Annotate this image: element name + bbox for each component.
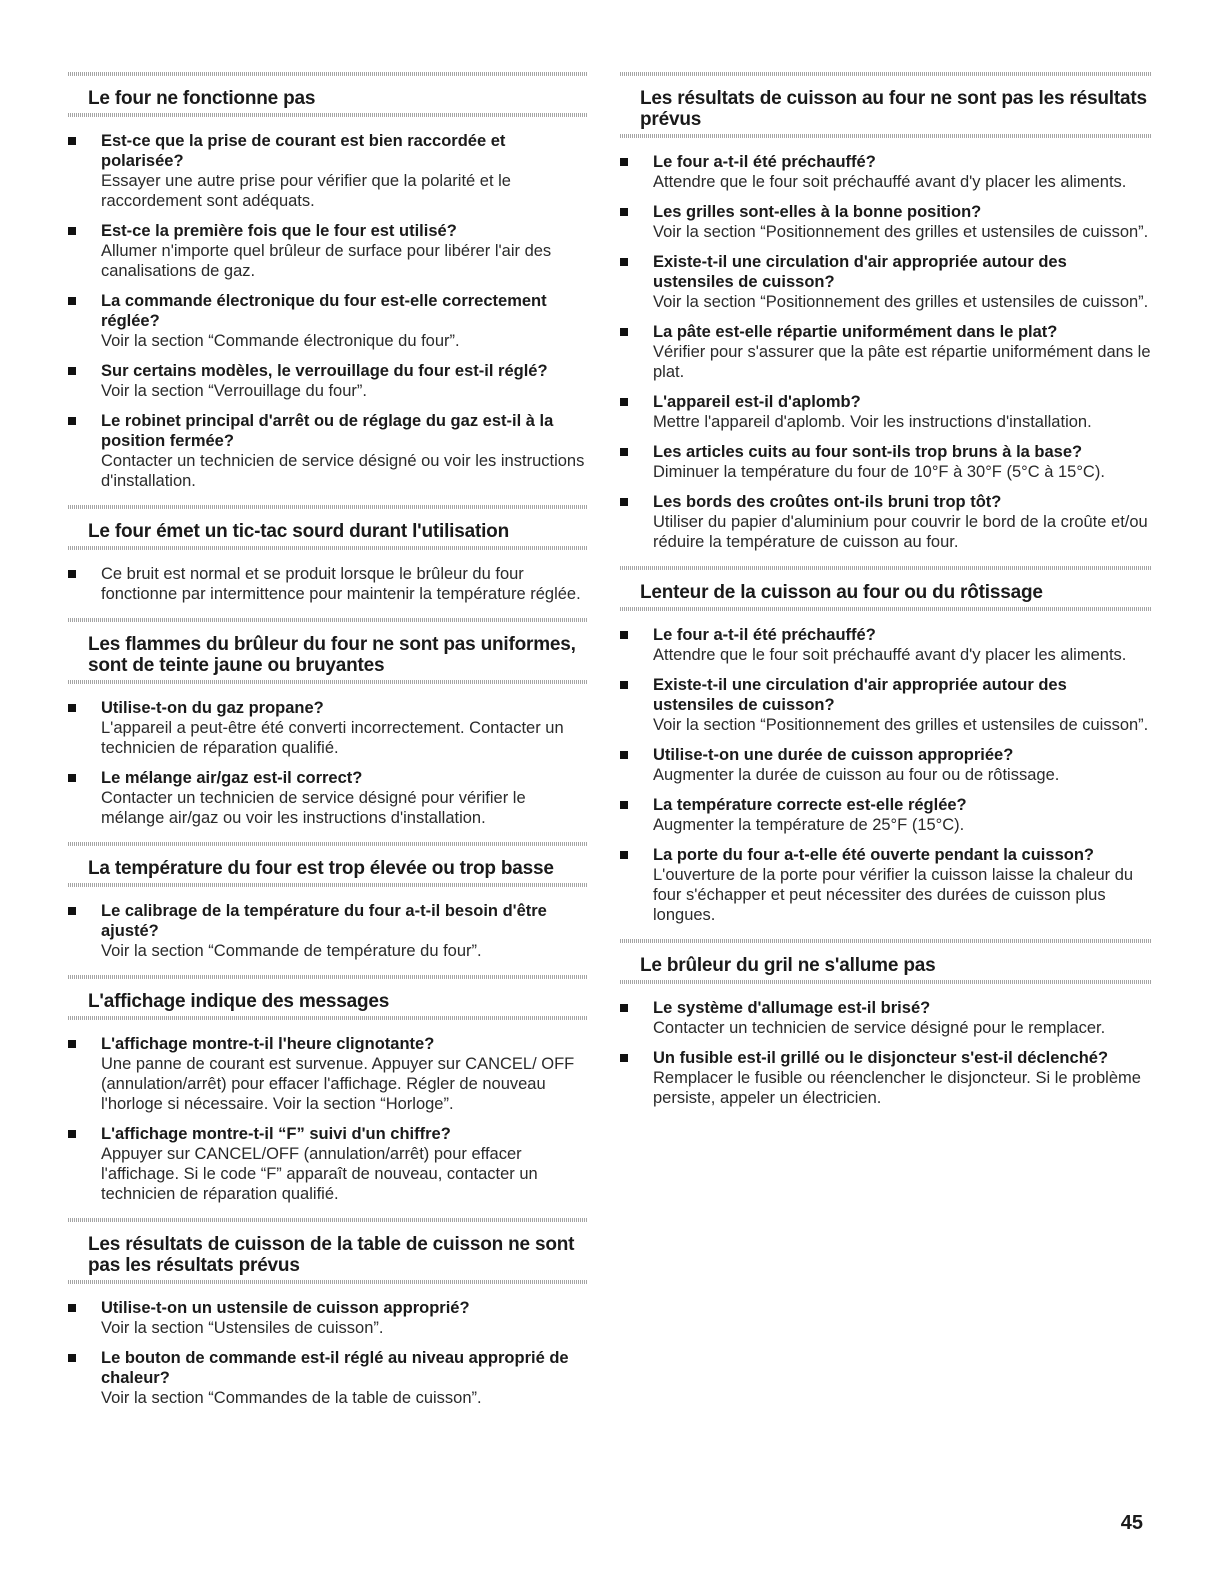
left-column: [68, 72, 588, 1422]
square-bullet-icon: [620, 498, 628, 506]
list-item: [68, 1348, 588, 1408]
square-bullet-icon: [620, 851, 628, 859]
square-bullet-icon: [620, 398, 628, 406]
square-bullet-icon: [68, 704, 76, 712]
question-text: Le robinet principal d'arrêt ou de réglage du gaz est-il à la position fermée?: [101, 412, 554, 450]
answer-text: Voir la section “Commande de température du four”.: [101, 942, 482, 960]
troubleshooting-section: [620, 72, 1152, 552]
question-text: Est-ce que la prise de courant est bien raccordée et polarisée?: [101, 132, 506, 170]
question-list: [68, 1020, 588, 1204]
square-bullet-icon: [68, 367, 76, 375]
square-bullet-icon: [620, 328, 628, 336]
question-text: Est-ce la première fois que le four est utilisé?: [101, 222, 457, 240]
question-text: Le calibrage de la température du four a-t-il besoin d'être ajusté?: [101, 902, 547, 940]
question-text: Sur certains modèles, le verrouillage du four est-il réglé?: [101, 362, 548, 380]
answer-text: Remplacer le fusible ou réenclencher le disjoncteur. Si le problème persiste, appeler un électricien.: [653, 1069, 1141, 1107]
answer-text: Ce bruit est normal et se produit lorsque le brûleur du four fonctionne par intermittence pour maintenir la température réglée.: [101, 565, 581, 603]
list-item: [620, 998, 1152, 1038]
list-item: [620, 492, 1152, 552]
troubleshooting-section: [68, 842, 588, 961]
question-text: La température correcte est-elle réglée?: [653, 796, 967, 814]
answer-text: Voir la section “Positionnement des grilles et ustensiles de cuisson”.: [653, 223, 1149, 241]
section-heading: Les résultats de cuisson de la table de cuisson ne sont pas les résultats prévus: [88, 1234, 575, 1276]
question-text: La porte du four a-t-elle été ouverte pendant la cuisson?: [653, 846, 1094, 864]
answer-text: Augmenter la température de 25°F (15°C).: [653, 816, 965, 834]
section-rule-bottom: [68, 113, 588, 117]
answer-text: Voir la section “Commandes de la table de cuisson”.: [101, 1389, 482, 1407]
section-heading: Les résultats de cuisson au four ne sont pas les résultats prévus: [640, 88, 1147, 130]
section-rule-top: [68, 842, 588, 846]
list-item: [620, 322, 1152, 382]
question-text: Utilise-t-on du gaz propane?: [101, 699, 324, 717]
answer-text: Essayer une autre prise pour vérifier que la polarité et le raccordement sont adéquats.: [101, 172, 511, 210]
answer-text: Mettre l'appareil d'aplomb. Voir les instructions d'installation.: [653, 413, 1092, 431]
question-list: [68, 684, 588, 828]
answer-text: Diminuer la température du four de 10°F à 30°F (5°C à 15°C).: [653, 463, 1105, 481]
square-bullet-icon: [68, 1354, 76, 1362]
section-rule-bottom: [68, 546, 588, 550]
square-bullet-icon: [620, 631, 628, 639]
answer-text: Augmenter la durée de cuisson au four ou de rôtissage.: [653, 766, 1060, 784]
question-text: Les bords des croûtes ont-ils bruni trop tôt?: [653, 493, 1002, 511]
square-bullet-icon: [620, 448, 628, 456]
square-bullet-icon: [68, 417, 76, 425]
square-bullet-icon: [620, 1054, 628, 1062]
question-text: Existe-t-il une circulation d'air appropriée autour des ustensiles de cuisson?: [653, 253, 1067, 291]
list-item: [620, 152, 1152, 192]
question-text: L'affichage montre-t-il l'heure clignotante?: [101, 1035, 435, 1053]
square-bullet-icon: [68, 570, 76, 578]
list-item: [620, 252, 1152, 312]
section-heading: Le four émet un tic-tac sourd durant l'utilisation: [88, 521, 509, 542]
list-item: [68, 131, 588, 211]
troubleshooting-section: [68, 618, 588, 828]
answer-text: L'appareil a peut-être été converti incorrectement. Contacter un technicien de réparation qualifié.: [101, 719, 564, 757]
section-rule-bottom: [620, 134, 1152, 138]
answer-text: Appuyer sur CANCEL/OFF (annulation/arrêt) pour effacer l'affichage. Si le code “F” apparaît de nouveau, contacter un technicien de réparation qualifié.: [101, 1145, 538, 1203]
question-text: Les grilles sont-elles à la bonne position?: [653, 203, 982, 221]
square-bullet-icon: [620, 801, 628, 809]
list-item: [620, 745, 1152, 785]
answer-text: Attendre que le four soit préchauffé avant d'y placer les aliments.: [653, 646, 1127, 664]
question-text: Existe-t-il une circulation d'air appropriée autour des ustensiles de cuisson?: [653, 676, 1067, 714]
list-item: [620, 845, 1152, 925]
question-list: [620, 138, 1152, 552]
question-text: Le bouton de commande est-il réglé au niveau approprié de chaleur?: [101, 1349, 569, 1387]
answer-text: Voir la section “Positionnement des grilles et ustensiles de cuisson”.: [653, 716, 1149, 734]
question-text: La commande électronique du four est-elle correctement réglée?: [101, 292, 547, 330]
question-text: Le mélange air/gaz est-il correct?: [101, 769, 363, 787]
section-rule-top: [68, 618, 588, 622]
question-text: L'appareil est-il d'aplomb?: [653, 393, 861, 411]
answer-text: Voir la section “Ustensiles de cuisson”.: [101, 1319, 384, 1337]
section-rule-top: [68, 975, 588, 979]
answer-text: Voir la section “Commande électronique du four”.: [101, 332, 460, 350]
list-item: [68, 411, 588, 491]
list-item: [620, 392, 1152, 432]
section-rule-top: [68, 72, 588, 76]
troubleshooting-section: [620, 939, 1152, 1108]
question-text: Le four a-t-il été préchauffé?: [653, 626, 876, 644]
question-text: L'affichage montre-t-il “F” suivi d'un chiffre?: [101, 1125, 451, 1143]
list-item: [68, 768, 588, 828]
square-bullet-icon: [68, 137, 76, 145]
list-item: [68, 564, 588, 604]
troubleshooting-section: [620, 566, 1152, 925]
list-item: [68, 1298, 588, 1338]
list-item: [68, 698, 588, 758]
question-list: [68, 117, 588, 491]
square-bullet-icon: [68, 1040, 76, 1048]
section-rule-bottom: [68, 883, 588, 887]
section-rule-top: [620, 72, 1152, 76]
question-list: [620, 611, 1152, 925]
square-bullet-icon: [68, 1304, 76, 1312]
square-bullet-icon: [68, 907, 76, 915]
section-heading: Le four ne fonctionne pas: [88, 88, 316, 109]
list-item: [620, 675, 1152, 735]
list-item: [68, 901, 588, 961]
square-bullet-icon: [620, 258, 628, 266]
question-list: [68, 887, 588, 961]
list-item: [620, 625, 1152, 665]
answer-text: Une panne de courant est survenue. Appuyer sur CANCEL/ OFF (annulation/arrêt) pour effacer l'affichage. Régler de nouveau l'horloge si nécessaire. Voir la section “Horloge”.: [101, 1055, 575, 1113]
answer-text: Utiliser du papier d'aluminium pour couvrir le bord de la croûte et/ou réduire la température de cuisson au four.: [653, 513, 1148, 551]
section-rule-top: [68, 1218, 588, 1222]
section-rule-top: [68, 505, 588, 509]
section-rule-bottom: [620, 607, 1152, 611]
list-item: [68, 361, 588, 401]
square-bullet-icon: [620, 681, 628, 689]
right-column: [620, 72, 1152, 1122]
question-list: [68, 1284, 588, 1408]
question-text: Les articles cuits au four sont-ils trop bruns à la base?: [653, 443, 1083, 461]
square-bullet-icon: [620, 158, 628, 166]
question-list: [68, 550, 588, 604]
section-heading: Les flammes du brûleur du four ne sont pas uniformes, sont de teinte jaune ou bruyantes: [88, 634, 576, 676]
list-item: [68, 1034, 588, 1114]
list-item: [68, 291, 588, 351]
section-rule-bottom: [68, 1016, 588, 1020]
question-text: La pâte est-elle répartie uniformément dans le plat?: [653, 323, 1058, 341]
answer-text: Vérifier pour s'assurer que la pâte est répartie uniformément dans le plat.: [653, 343, 1151, 381]
question-text: Utilise-t-on un ustensile de cuisson approprié?: [101, 1299, 470, 1317]
list-item: [620, 202, 1152, 242]
section-heading: L'affichage indique des messages: [88, 991, 390, 1012]
answer-text: Attendre que le four soit préchauffé avant d'y placer les aliments.: [653, 173, 1127, 191]
answer-text: Contacter un technicien de service désigné ou voir les instructions d'installation.: [101, 452, 585, 490]
list-item: [620, 1048, 1152, 1108]
list-item: [620, 795, 1152, 835]
list-item: [620, 442, 1152, 482]
answer-text: Voir la section “Positionnement des grilles et ustensiles de cuisson”.: [653, 293, 1149, 311]
square-bullet-icon: [620, 751, 628, 759]
troubleshooting-section: [68, 1218, 588, 1408]
square-bullet-icon: [68, 297, 76, 305]
question-text: Le four a-t-il été préchauffé?: [653, 153, 876, 171]
answer-text: Voir la section “Verrouillage du four”.: [101, 382, 367, 400]
question-text: Le système d'allumage est-il brisé?: [653, 999, 931, 1017]
section-rule-bottom: [68, 680, 588, 684]
section-rule-top: [620, 939, 1152, 943]
list-item: [68, 221, 588, 281]
section-heading: Lenteur de la cuisson au four ou du rôtissage: [640, 582, 1043, 603]
troubleshooting-section: [68, 505, 588, 604]
square-bullet-icon: [620, 1004, 628, 1012]
square-bullet-icon: [68, 774, 76, 782]
troubleshooting-section: [68, 975, 588, 1204]
answer-text: L'ouverture de la porte pour vérifier la cuisson laisse la chaleur du four s'échapper et peut nécessiter des durées de cuisson plus longues.: [653, 866, 1134, 924]
page-number: 45: [1120, 1512, 1143, 1534]
question-text: Utilise-t-on une durée de cuisson appropriée?: [653, 746, 1014, 764]
section-rule-bottom: [620, 980, 1152, 984]
square-bullet-icon: [620, 208, 628, 216]
list-item: [68, 1124, 588, 1204]
troubleshooting-section: [68, 72, 588, 491]
section-rule-top: [620, 566, 1152, 570]
answer-text: Allumer n'importe quel brûleur de surface pour libérer l'air des canalisations de gaz.: [101, 242, 552, 280]
square-bullet-icon: [68, 227, 76, 235]
section-heading: La température du four est trop élevée ou trop basse: [88, 858, 554, 879]
question-text: Un fusible est-il grillé ou le disjoncteur s'est-il déclenché?: [653, 1049, 1109, 1067]
question-list: [620, 984, 1152, 1108]
section-heading: Le brûleur du gril ne s'allume pas: [640, 955, 936, 976]
square-bullet-icon: [68, 1130, 76, 1138]
answer-text: Contacter un technicien de service désigné pour vérifier le mélange air/gaz ou voir les instructions d'installation.: [101, 789, 526, 827]
answer-text: Contacter un technicien de service désigné pour le remplacer.: [653, 1019, 1106, 1037]
section-rule-bottom: [68, 1280, 588, 1284]
